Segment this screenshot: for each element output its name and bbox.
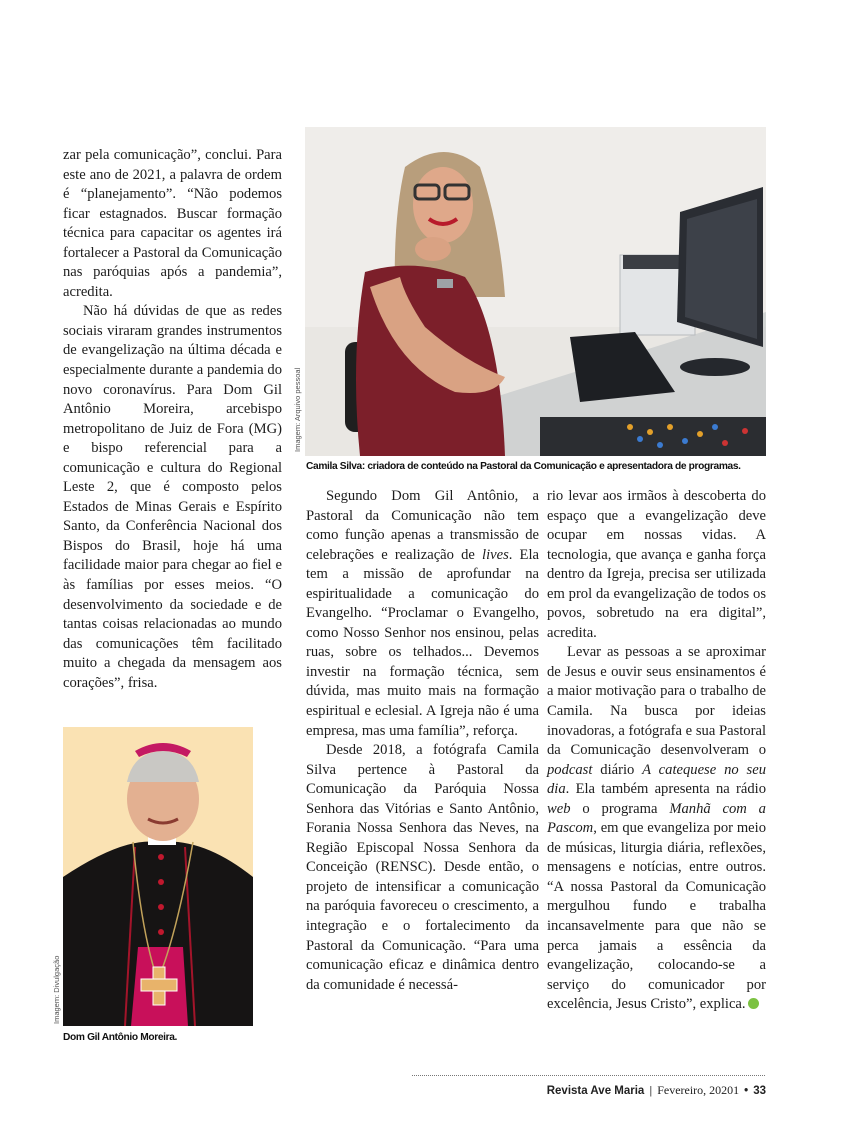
paragraph: Não há dúvidas de que as redes sociais viraram grandes instrumentos de evangelização na última década e especialmente durante a pandemia do novo coronavírus. Para Dom Gil Antônio Moreira, arcebispo metropolitano de Juiz de Fora (MG) e bispo referencial para a comunicação e cultura do Regional Leste 2, que é composto pelos Estados de Minas Gerais e Espírito Santo, da Conferência Nacional dos Bispos do Brasil, hoje há uma facilidade maior para chegar ao fiel e às famílias por esses meios. “O desenvolvimento da sociedade e de tantas coisas relacionadas ao mundo das comunicações têm facilitado muito a chegada da mensagem aos corações”, frisa. — [63, 303, 282, 691]
text-run: o programa — [570, 800, 670, 817]
issue-date: Fevereiro, 20201 — [657, 1083, 740, 1097]
page-number: 33 — [753, 1085, 766, 1097]
article-column-1 — [63, 146, 282, 693]
camila-photo-illustration — [305, 127, 766, 456]
photo-camila-silva — [305, 127, 766, 456]
photo-dom-gil — [63, 727, 253, 1026]
text-run: , em que evangeliza por meio de músicas, liturgia diária, reflexões, mensagens e notícias, entre outros. “A nossa Pastoral da Comunicação mergulhou fundo e trabalha incansavelmente para que não se perca jamais a essência da evangelização, colocando-se a serviço do comunicador por excelência, Jesus Cristo”, explica. — [547, 820, 766, 1013]
italic-term: podcast — [547, 761, 593, 778]
paragraph: zar pela comunicação”, conclui. Para este ano de 2021, a palavra de ordem é “planejamento”. “Não podemos ficar estagnados. Buscar formação técnica para capacitar os agentes irá fortalecer a Pastoral da Comunicação nas paróquias após a pandemia”, acredita. — [63, 147, 282, 300]
italic-term: web — [547, 800, 571, 817]
footer-divider — [412, 1075, 765, 1076]
paragraph: Desde 2018, a fotógrafa Camila Silva pertence à Pastoral da Comunicação da Paróquia Nossa Senhora das Vitórias e Santo Antônio, Forania Nossa Senhora das Neves, na Região Episcopal Nossa Senhora da Conceição (RENSC). Desde então, o projeto de intensificar a comunicação na paróquia favoreceu o crescimento, a integração e o fortalecimento da Pastoral da Comunicação. “Para uma comunicação eficaz e dinâmica dentro da comunidade é necessá- — [306, 742, 539, 993]
photo-credit: Imagem: Divulgação — [52, 955, 61, 1024]
end-of-article-icon — [748, 998, 759, 1009]
photo-caption: Dom Gil Antônio Moreira. — [63, 1032, 178, 1043]
text-run: diário — [592, 761, 643, 778]
paragraph: rio levar aos irmãos à descoberta do espaço que a evangelização deve ocupar em nossas vidas. A tecnologia, que avança e ganha força dentro da Igreja, precisa ser utilizada em prol da evangelização de todos os povos, sobretudo na era digital”, acredita. — [547, 488, 766, 641]
magazine-name: Revista Ave Maria — [546, 1085, 645, 1097]
footer-separator: | — [649, 1085, 653, 1097]
paragraph — [547, 643, 766, 1014]
dom-gil-photo-illustration — [63, 727, 253, 1026]
photo-credit: Imagem: Arquivo pessoal — [293, 367, 302, 452]
photo-caption: Camila Silva: criadora de conteúdo na Pastoral da Comunicação e apresentadora de programas. — [306, 461, 741, 472]
italic-term: lives — [482, 546, 509, 563]
footer-bullet: • — [744, 1085, 749, 1097]
text-run: Levar as pessoas a se aproximar de Jesus e ouvir seus ensinamentos é a maior motivação para o trabalho de Camila. Na busca por ideias inovadoras, a fotógrafa e sua Pastoral da Comunicação desenvolveram o — [547, 644, 766, 759]
article-column-2 — [306, 487, 539, 995]
paragraph — [306, 487, 539, 741]
text-run: . Ela tem a missão de aprofundar na espiritualidade a comunicação do Evangelho. “Proclamar o Evangelho, como Nosso Senhor nos ensinou, pelas ruas, sobre os telhados... Devemos investir na formação técnica, sem dúvida, mas muito mais na formação espiritual e eclesial. A Igreja não é uma empresa, mas uma família”, reforça. — [306, 546, 540, 739]
text-run: Segundo Dom Gil Antônio, a Pastoral da Comunicação não tem como função apenas a transmissão de celebrações e realização de — [306, 488, 539, 563]
italic-title: A catequese no seu dia — [547, 761, 766, 798]
text-run: . Ela também apresenta na rádio — [565, 781, 766, 798]
italic-title: Manhã com a Pascom — [547, 800, 766, 837]
page-footer — [547, 1083, 766, 1098]
article-column-3 — [547, 487, 766, 1015]
